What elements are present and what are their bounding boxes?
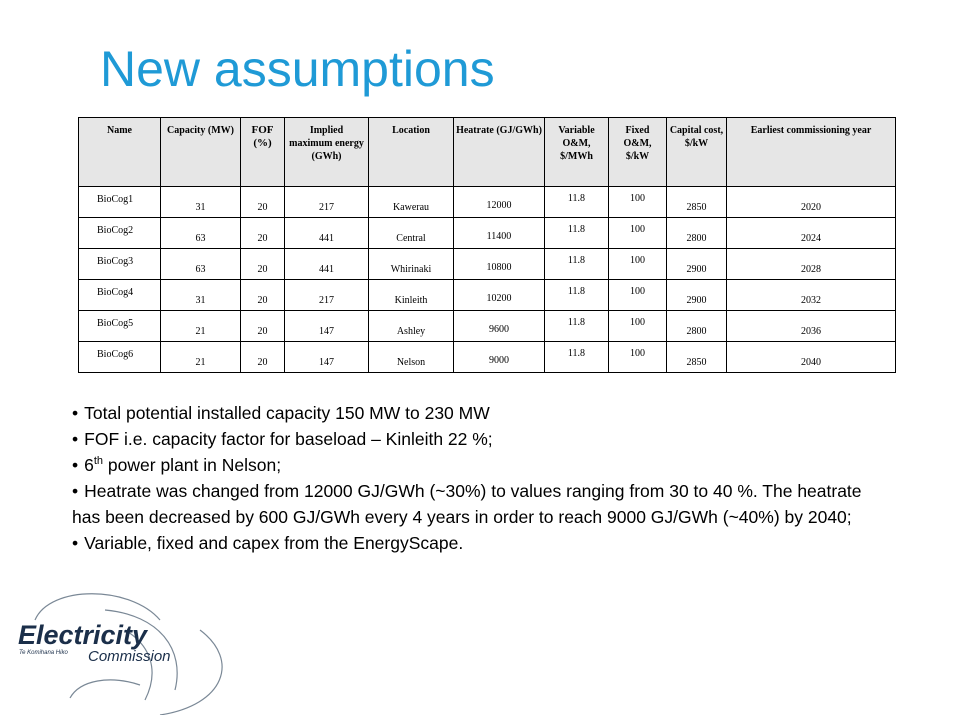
logo-subtitle: Te Komihana Hiko: [19, 650, 68, 656]
logo-arc: [35, 594, 160, 620]
cell-heatrate: 9600: [454, 311, 545, 342]
cell-fof: 20: [241, 342, 285, 373]
cell-location: Ashley: [369, 311, 454, 342]
table-row: [79, 311, 896, 342]
cell-fixed: 100: [609, 249, 667, 280]
header-fof: FOF (%): [241, 118, 285, 187]
slide-title: New assumptions: [100, 41, 495, 97]
cell-name: BioCog5: [79, 311, 161, 342]
cell-year: 2028: [727, 249, 896, 280]
header-name: Name: [79, 118, 161, 187]
cell-location: Whirinaki: [369, 249, 454, 280]
bullet-text: 6: [84, 455, 94, 475]
cell-capacity: 63: [161, 249, 241, 280]
cell-variable: 11.8: [545, 187, 609, 218]
cell-name: BioCog6: [79, 342, 161, 373]
header-location: Location: [369, 118, 454, 187]
cell-year: 2040: [727, 342, 896, 373]
cell-capital: 2800: [667, 311, 727, 342]
cell-year: 2024: [727, 218, 896, 249]
cell-fof: 20: [241, 280, 285, 311]
cell-capital: 2850: [667, 187, 727, 218]
cell-fof: 20: [241, 218, 285, 249]
bullet-item: • Total potential installed capacity 150 MW to 230 MW: [72, 403, 490, 423]
table-header-row: [79, 118, 896, 187]
cell-year: 2032: [727, 280, 896, 311]
bullet-list: [72, 400, 892, 556]
cell-capital: 2900: [667, 249, 727, 280]
bullet-item: • Heatrate was changed from 12000 GJ/GWh (~30%) to values ranging from 30 to 40 %. The heatrate has been decreased by 600 GJ/GWh every 4 years in order to reach 9000 GJ/GWh (~40%) by 2040;: [72, 481, 862, 527]
cell-fof: 20: [241, 311, 285, 342]
cell-year: 2036: [727, 311, 896, 342]
table-row: [79, 249, 896, 280]
bullet-text: FOF i.e. capacity factor for baseload – Kinleith 22 %;: [84, 429, 493, 449]
cell-location: Kinleith: [369, 280, 454, 311]
cell-fixed: 100: [609, 280, 667, 311]
header-energy: Implied maximum energy (GWh): [285, 118, 369, 187]
bullet-text: Total potential installed capacity 150 MW to 230 MW: [84, 403, 490, 423]
header-year: Earliest commissioning year: [727, 118, 896, 187]
cell-capacity: 21: [161, 342, 241, 373]
cell-capacity: 21: [161, 311, 241, 342]
cell-heatrate: 12000: [454, 187, 545, 218]
cell-capacity: 31: [161, 280, 241, 311]
header-heatrate: Heatrate (GJ/GWh): [454, 118, 545, 187]
header-variable: Variable O&M, $/MWh: [545, 118, 609, 187]
cell-heatrate: 9000: [454, 342, 545, 373]
cell-fixed: 100: [609, 342, 667, 373]
cell-year: 2020: [727, 187, 896, 218]
cell-name: BioCog3: [79, 249, 161, 280]
cell-name: BioCog2: [79, 218, 161, 249]
cell-heatrate: 10800: [454, 249, 545, 280]
cell-energy: 147: [285, 311, 369, 342]
bullet-item: • Variable, fixed and capex from the EnergyScape.: [72, 533, 464, 553]
cell-fof: 20: [241, 187, 285, 218]
cell-location: Nelson: [369, 342, 454, 373]
logo-word: Electricity: [18, 620, 148, 650]
cell-fof: 20: [241, 249, 285, 280]
cell-variable: 11.8: [545, 249, 609, 280]
cell-fixed: 100: [609, 187, 667, 218]
bullet-item: • FOF i.e. capacity factor for baseload – Kinleith 22 %;: [72, 429, 493, 449]
cell-variable: 11.8: [545, 218, 609, 249]
bullet-text: power plant in Nelson;: [103, 455, 282, 475]
cell-name: BioCog1: [79, 187, 161, 218]
cell-location: Kawerau: [369, 187, 454, 218]
bullet-text: Variable, fixed and capex from the EnergyScape.: [84, 533, 464, 553]
cell-capital: 2800: [667, 218, 727, 249]
bullet-superscript: th: [93, 455, 104, 468]
cell-heatrate: 11400: [454, 218, 545, 249]
cell-energy: 147: [285, 342, 369, 373]
cell-capacity: 63: [161, 218, 241, 249]
cell-energy: 217: [285, 280, 369, 311]
cell-capital: 2850: [667, 342, 727, 373]
header-capacity: Capacity (MW): [161, 118, 241, 187]
cell-energy: 441: [285, 218, 369, 249]
table-row: [79, 187, 896, 218]
table-row: [79, 342, 896, 373]
cell-capacity: 31: [161, 187, 241, 218]
cell-energy: 441: [285, 249, 369, 280]
cell-name: BioCog4: [79, 280, 161, 311]
header-capital: Capital cost, $/kW: [667, 118, 727, 187]
electricity-commission-logo: [10, 590, 240, 715]
logo-word2: Commission: [88, 648, 171, 665]
cell-fixed: 100: [609, 218, 667, 249]
cell-variable: 11.8: [545, 342, 609, 373]
table-row: [79, 280, 896, 311]
header-fixed: Fixed O&M, $/kW: [609, 118, 667, 187]
cell-capital: 2900: [667, 280, 727, 311]
cell-location: Central: [369, 218, 454, 249]
cell-fixed: 100: [609, 311, 667, 342]
assumptions-table: [78, 117, 896, 373]
cell-variable: 11.8: [545, 311, 609, 342]
cell-variable: 11.8: [545, 280, 609, 311]
cell-energy: 217: [285, 187, 369, 218]
cell-heatrate: 10200: [454, 280, 545, 311]
bullet-text: Heatrate was changed from 12000 GJ/GWh (~30%) to values ranging from 30 to 40 %. The heatrate has been decreased by 600 GJ/GWh every 4 years in order to reach 9000 GJ/GWh (~40%) by 2040;: [72, 481, 862, 527]
bullet-item: • 6th power plant in Nelson;: [72, 455, 282, 475]
logo-arc: [70, 680, 140, 698]
table-row: [79, 218, 896, 249]
